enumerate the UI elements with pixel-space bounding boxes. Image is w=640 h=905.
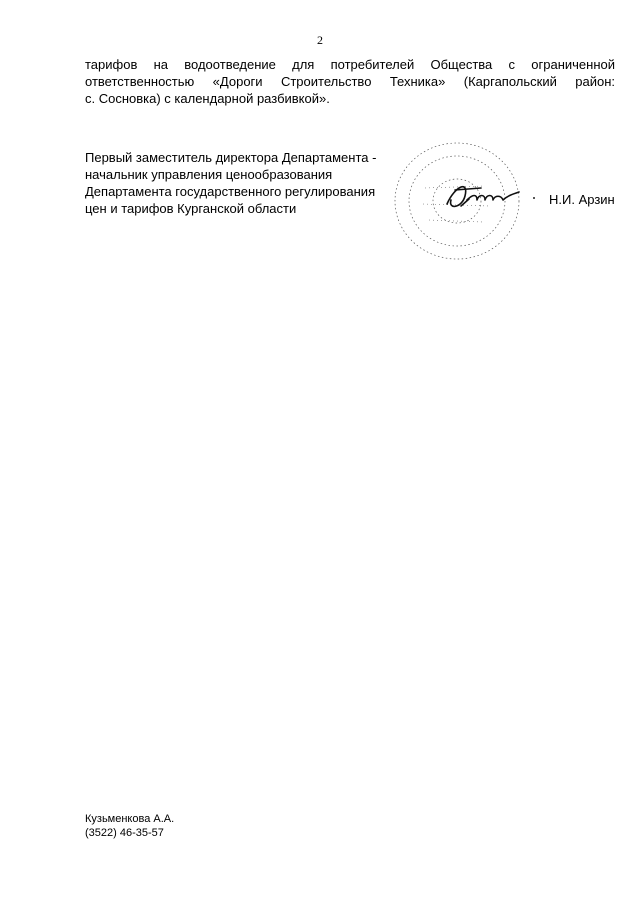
signatory-position-line: Первый заместитель директора Департамента - [85,150,377,165]
body-line-2: ответственностью «Дороги Строительство Техника» (Каргапольский район: [85,74,615,89]
body-line-3: с. Сосновка) с календарной разбивкой». [85,91,330,106]
body-paragraph [85,56,615,107]
signatory-position-line: начальник управления ценообразования [85,167,333,182]
contact-phone: (3522) 46-35-57 [85,827,164,839]
signatory-position-line: цен и тарифов Курганской области [85,201,297,216]
handwritten-signature-icon [447,187,519,207]
signatory-position-line: Департамента государственного регулирования [85,184,376,199]
contact-info [85,812,174,840]
page-number: 2 [317,33,323,47]
contact-name: Кузьменкова А.А. [85,813,175,825]
signer-name: Н.И. Арзин [549,192,615,207]
official-seal-icon [385,138,535,268]
signatory-position [85,149,385,217]
body-line-1: тарифов на водоотведение для потребителей Общества с ограниченной [85,57,615,72]
